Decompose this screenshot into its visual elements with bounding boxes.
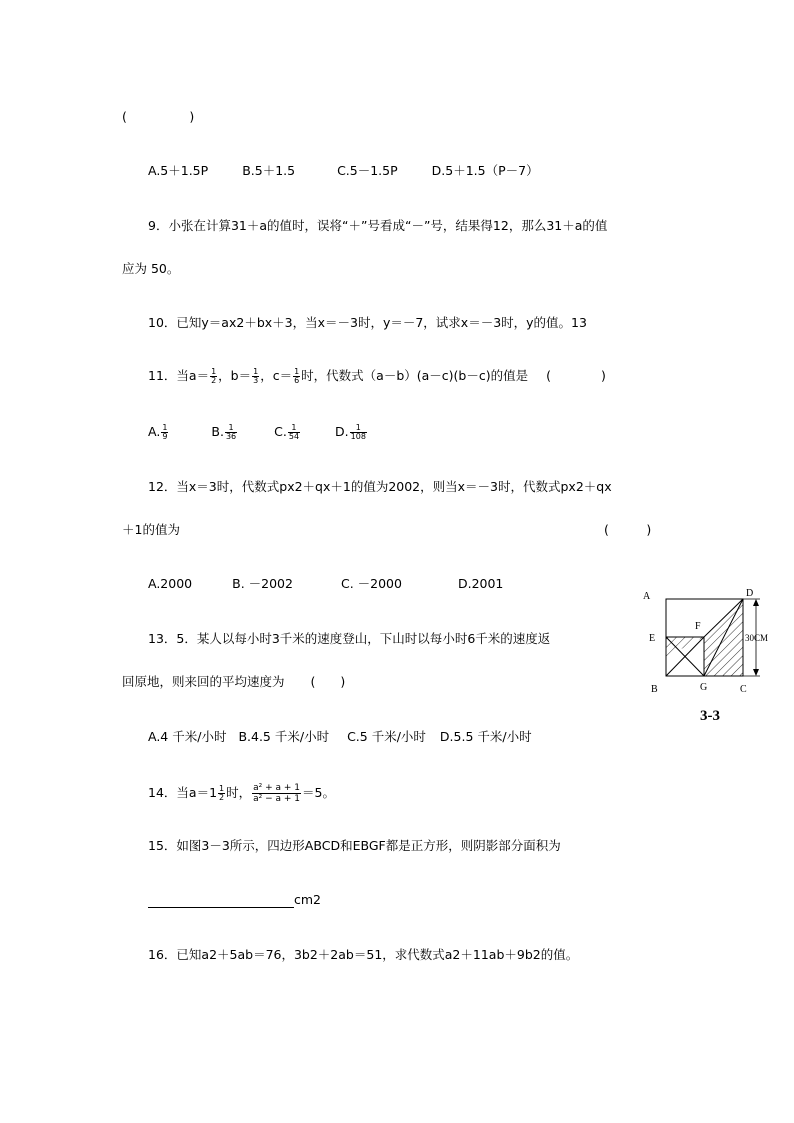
- option-d: D.5＋1.5（P－7）: [431, 163, 539, 178]
- label-d: D: [746, 588, 754, 599]
- dimension-label: 30CM: [745, 633, 769, 643]
- answer-paren: ( ): [546, 368, 606, 383]
- q13-text-cont: 回原地，则来回的平均速度为 ( ): [122, 674, 346, 689]
- q10-text: 10．已知y＝ax2＋bx＋3，当x＝－3时，y＝－7，试求x＝－3时，y的值。13: [148, 315, 587, 330]
- q9-answer: 应为 50。: [122, 261, 180, 276]
- expression-fraction: $\frac{\text{a² + a + 1}}{\text{a² − a + 1}}$: [253, 783, 301, 804]
- q11-options: A. $\frac{1}{9}$ B. $\frac{1}{36}$ C. $\frac{1}{54}$ D. $\frac{1}{108}$: [148, 423, 366, 441]
- answer-paren: ( ): [604, 522, 652, 537]
- q16-text: 16．已知a2＋5ab＝76，3b2＋2ab＝51，求代数式a2＋11ab＋9b2的值。: [148, 947, 579, 962]
- figure-caption: 3-3: [700, 708, 720, 724]
- figure-3-3: [636, 584, 786, 724]
- option-c: C.5－1.5P: [337, 163, 398, 178]
- q14-text: 14．当a＝1 $\frac{1}{2}$ 时， $\frac{\text{a² + a + 1}}{\text{a² − a + 1}}$ ＝5。: [148, 783, 335, 804]
- option-a: A.5＋1.5P: [148, 163, 209, 178]
- answer-paren: ( ): [310, 674, 346, 689]
- label-b: B: [651, 684, 658, 695]
- fill-blank[interactable]: [148, 895, 294, 908]
- q11-text: 11．当a＝ $\frac{1}{2}$ ，b＝ $\frac{1}{3}$ ，c＝ $\frac{1}{6}$ 时，代数式（a－b）(a－c)(b－c)的值是 ( ): [148, 367, 606, 385]
- q15-text: 15．如图3－3所示，四边形ABCD和EBGF都是正方形，则阴影部分面积为: [148, 838, 561, 853]
- answer-paren: ( ): [122, 109, 195, 124]
- q12-text-cont: ＋1的值为: [122, 522, 180, 537]
- q15-answer-line: cm2: [148, 892, 321, 908]
- q13-text: 13．5．某人以每小时3千米的速度登山，下山时以每小时6千米的速度返: [148, 631, 551, 646]
- shaded-triangle-left: [666, 637, 704, 657]
- fraction: $\frac{1}{3}$: [253, 367, 259, 385]
- label-c: C: [740, 684, 747, 695]
- q9-text: 9．小张在计算31＋a的值时，误将“＋”号看成“－”号，结果得12，那么31＋a的值: [148, 218, 608, 233]
- option-b: B.5＋1.5: [242, 163, 296, 178]
- label-a: A: [643, 591, 651, 602]
- fraction: $\frac{1}{2}$: [211, 367, 217, 385]
- fraction: $\frac{1}{6}$: [294, 367, 300, 385]
- label-f: F: [695, 621, 701, 632]
- q12-text: 12．当x＝3时，代数式px2＋qx＋1的值为2002，则当x＝－3时，代数式px2＋qx: [148, 479, 612, 494]
- q12-options: A.2000 B. －2002 C. －2000 D.2001: [148, 576, 504, 591]
- q13-options: A.4 千米/小时 B.4.5 千米/小时 C.5 千米/小时 D.5.5 千米/小时: [148, 729, 532, 744]
- q8-options: [148, 163, 539, 179]
- label-g: G: [700, 682, 708, 693]
- label-e: E: [649, 633, 656, 644]
